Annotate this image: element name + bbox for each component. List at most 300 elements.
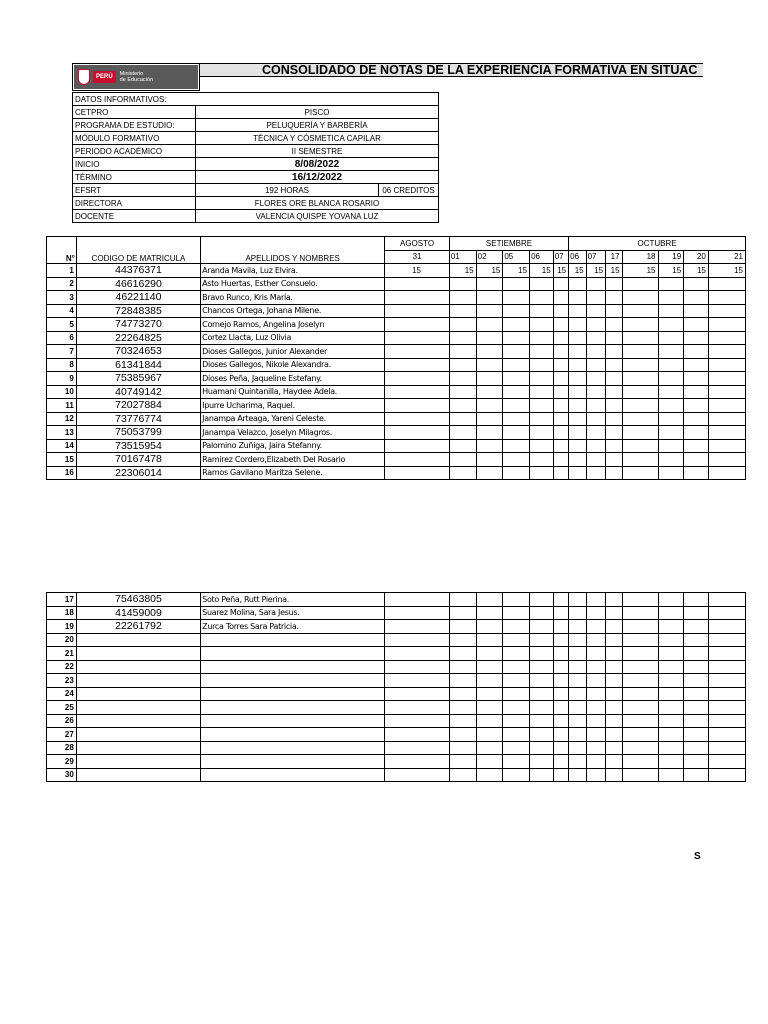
table-row [47, 453, 746, 467]
student-code: 40749142 [76, 385, 200, 399]
row-number: 24 [47, 687, 77, 701]
row-number: 8 [47, 358, 77, 372]
grade-cell: 15 [530, 264, 554, 278]
grade-cell [476, 331, 503, 345]
row-number: 10 [47, 385, 77, 399]
grade-cell [530, 768, 554, 782]
col-name-header: APELLIDOS Y NOMBRES [201, 237, 385, 264]
ministry-logo [74, 65, 198, 89]
day-header: 02 [476, 250, 503, 264]
grade-cell [684, 345, 709, 359]
grade-cell [569, 755, 586, 769]
grade-cell [530, 660, 554, 674]
student-code [76, 674, 200, 688]
grade-cell [385, 620, 450, 634]
grade-cell [658, 728, 684, 742]
table-row [47, 385, 746, 399]
grade-cell [658, 318, 684, 332]
grade-cell [476, 385, 503, 399]
row-number: 13 [47, 426, 77, 440]
grade-cell [476, 741, 503, 755]
grade-cell: 15 [476, 264, 503, 278]
grade-cell [684, 647, 709, 661]
grade-cell [530, 674, 554, 688]
grade-cell [503, 358, 530, 372]
grade-cell [530, 277, 554, 291]
grade-cell [385, 714, 450, 728]
grade-cell [385, 372, 450, 386]
info-row: PERIODO ACADÉMICO II SEMESTRE [73, 145, 439, 158]
grade-cell [606, 318, 622, 332]
grade-cell [622, 358, 658, 372]
student-code: 73515954 [76, 439, 200, 453]
row-number: 26 [47, 714, 77, 728]
grade-cell [708, 755, 745, 769]
grade-cell [622, 647, 658, 661]
grade-cell [503, 291, 530, 305]
grade-cell [708, 453, 745, 467]
grade-cell [569, 593, 586, 607]
grade-cell [476, 372, 503, 386]
grade-cell [553, 385, 568, 399]
grade-cell: 15 [622, 264, 658, 278]
day-header: 07 [553, 250, 568, 264]
info-row: INICIO 8/08/2022 [73, 158, 439, 171]
info-row: EFSRT 192 HORAS 06 CREDITOS [73, 184, 439, 197]
table-row [47, 768, 746, 782]
grade-cell: 15 [586, 264, 606, 278]
table-row [47, 372, 746, 386]
grade-cell [658, 606, 684, 620]
grade-cell [606, 304, 622, 318]
grade-cell [569, 318, 586, 332]
grade-cell [684, 593, 709, 607]
grade-cell [586, 331, 606, 345]
grade-cell [606, 426, 622, 440]
student-name: Bravo Runco, Kris María. [201, 291, 385, 305]
grade-cell [569, 385, 586, 399]
grade-cell [622, 741, 658, 755]
grade-cell [658, 687, 684, 701]
info-heading: DATOS INFORMATIVOS: [73, 93, 439, 106]
grade-cell [503, 426, 530, 440]
grade-cell [503, 660, 530, 674]
table-row [47, 593, 746, 607]
month-octubre: OCTUBRE [569, 237, 746, 251]
grade-cell [449, 372, 476, 386]
grade-cell [658, 412, 684, 426]
footer-cut-text: S [694, 851, 701, 862]
grade-cell [476, 606, 503, 620]
grade-cell [476, 620, 503, 634]
grade-cell [503, 755, 530, 769]
grade-cell [553, 620, 568, 634]
col-no-header: N° [47, 237, 77, 264]
grade-cell [476, 277, 503, 291]
grade-cell [658, 453, 684, 467]
grade-cell [606, 620, 622, 634]
student-code [76, 728, 200, 742]
grade-cell [586, 728, 606, 742]
grade-cell [586, 412, 606, 426]
grade-cell [708, 426, 745, 440]
grade-cell [606, 358, 622, 372]
day-header: 31 [385, 250, 450, 264]
grade-cell [569, 714, 586, 728]
student-name: Chancos Ortega, Johana Milene. [201, 304, 385, 318]
grade-cell [569, 606, 586, 620]
info-row: DOCENTE VALENCIA QUISPE YOVANA LUZ [73, 210, 439, 223]
grade-cell [569, 453, 586, 467]
grade-cell [553, 768, 568, 782]
grade-cell [530, 687, 554, 701]
grade-cell [708, 647, 745, 661]
grade-cell [708, 620, 745, 634]
logo-country: PERÚ [93, 71, 116, 83]
grade-cell [658, 439, 684, 453]
grade-cell [684, 412, 709, 426]
grade-cell [503, 439, 530, 453]
day-header: 01 [449, 250, 476, 264]
student-name [201, 741, 385, 755]
grade-cell [658, 345, 684, 359]
grade-cell [606, 453, 622, 467]
grade-cell [606, 714, 622, 728]
grade-cell [476, 687, 503, 701]
grade-cell [530, 291, 554, 305]
grade-cell [586, 660, 606, 674]
student-name: Ipurre Ucharima, Raquel. [201, 399, 385, 413]
grade-cell [569, 412, 586, 426]
grade-cell [606, 345, 622, 359]
student-name [201, 714, 385, 728]
grade-cell [530, 755, 554, 769]
table-row [47, 647, 746, 661]
grade-cell [684, 426, 709, 440]
month-agosto: AGOSTO [385, 237, 450, 251]
grade-cell [569, 768, 586, 782]
grade-cell [503, 620, 530, 634]
grade-cell [586, 606, 606, 620]
table-row [47, 331, 746, 345]
grade-cell [385, 647, 450, 661]
student-name [201, 674, 385, 688]
grade-cell [606, 660, 622, 674]
student-code: 70324653 [76, 345, 200, 359]
table-row [47, 606, 746, 620]
grade-cell [622, 318, 658, 332]
grade-cell [569, 620, 586, 634]
grade-cell [449, 358, 476, 372]
grade-cell [586, 291, 606, 305]
grade-cell [586, 385, 606, 399]
grade-cell [606, 439, 622, 453]
grade-cell [449, 412, 476, 426]
grade-cell [684, 277, 709, 291]
student-code: 22261792 [76, 620, 200, 634]
grade-cell [569, 728, 586, 742]
grade-cell [553, 701, 568, 715]
grade-cell [569, 426, 586, 440]
grade-cell [553, 426, 568, 440]
grade-cell [586, 277, 606, 291]
student-name: Janampa Arteaga, Yareni Celeste. [201, 412, 385, 426]
grade-cell [530, 466, 554, 480]
student-name [201, 728, 385, 742]
grade-cell [586, 593, 606, 607]
grade-cell [476, 304, 503, 318]
grade-cell [476, 674, 503, 688]
student-code [76, 768, 200, 782]
grade-cell [449, 701, 476, 715]
grade-cell [569, 647, 586, 661]
grade-cell [385, 606, 450, 620]
grade-cell [622, 687, 658, 701]
grade-cell [684, 304, 709, 318]
grade-cell [708, 593, 745, 607]
grade-cell [622, 304, 658, 318]
grade-cell [449, 291, 476, 305]
grade-cell [553, 372, 568, 386]
grade-cell [503, 412, 530, 426]
student-name [201, 755, 385, 769]
grade-cell [569, 277, 586, 291]
grade-cell [569, 439, 586, 453]
grade-cell: 15 [606, 264, 622, 278]
grade-cell: 15 [684, 264, 709, 278]
grade-cell [708, 412, 745, 426]
table-row [47, 318, 746, 332]
grade-cell [503, 687, 530, 701]
grade-cell [569, 701, 586, 715]
row-number: 11 [47, 399, 77, 413]
grade-cell [530, 318, 554, 332]
grade-cell [449, 331, 476, 345]
grade-cell [530, 453, 554, 467]
grade-cell: 15 [553, 264, 568, 278]
grade-cell [586, 304, 606, 318]
student-name: Dioses Gallegos, Junior Alexander [201, 345, 385, 359]
student-code [76, 647, 200, 661]
table-row [47, 701, 746, 715]
grade-cell [658, 768, 684, 782]
grade-cell [586, 466, 606, 480]
grade-cell [553, 439, 568, 453]
grade-cell [586, 620, 606, 634]
grade-cell [503, 372, 530, 386]
grade-cell [553, 606, 568, 620]
student-name [201, 768, 385, 782]
student-name: Suarez Molina, Sara Jesus. [201, 606, 385, 620]
grade-cell [503, 345, 530, 359]
row-number: 14 [47, 439, 77, 453]
grade-cell [622, 714, 658, 728]
grade-cell [449, 426, 476, 440]
day-header: 05 [503, 250, 530, 264]
info-row: PROGRAMA DE ESTUDIO: PELUQUERÍA Y BARBERÍA [73, 119, 439, 132]
grade-cell [449, 674, 476, 688]
grade-cell [530, 304, 554, 318]
grade-cell [586, 453, 606, 467]
grade-cell [684, 633, 709, 647]
grade-cell [449, 399, 476, 413]
day-header: 07 [586, 250, 606, 264]
grade-cell [684, 768, 709, 782]
grade-cell [476, 466, 503, 480]
grade-cell [530, 714, 554, 728]
grade-cell [449, 687, 476, 701]
grade-cell: 15 [569, 264, 586, 278]
grade-cell [385, 453, 450, 467]
grade-cell [658, 331, 684, 345]
grade-cell [622, 660, 658, 674]
grade-cell [622, 372, 658, 386]
grade-cell [708, 277, 745, 291]
table-row [47, 345, 746, 359]
row-number: 9 [47, 372, 77, 386]
info-table [72, 92, 439, 223]
grade-cell [586, 701, 606, 715]
grade-cell [449, 345, 476, 359]
row-number: 25 [47, 701, 77, 715]
grade-cell [622, 399, 658, 413]
grades-table-2-wrap [46, 592, 703, 782]
grade-cell: 15 [385, 264, 450, 278]
info-row: CETPRO PISCO [73, 106, 439, 119]
grade-cell [553, 318, 568, 332]
grade-cell [553, 345, 568, 359]
table-row [47, 714, 746, 728]
table-row [47, 412, 746, 426]
grade-cell [385, 593, 450, 607]
grade-cell [622, 606, 658, 620]
grade-cell [553, 728, 568, 742]
grade-cell [586, 633, 606, 647]
table-row [47, 728, 746, 742]
grade-cell [385, 701, 450, 715]
grade-cell [530, 439, 554, 453]
grade-cell [606, 687, 622, 701]
grade-cell [684, 714, 709, 728]
logo-ministry: Ministerio de Educación [119, 71, 154, 83]
grade-cell [708, 358, 745, 372]
row-number: 17 [47, 593, 77, 607]
grade-cell [476, 345, 503, 359]
grade-cell [449, 768, 476, 782]
grade-cell [530, 728, 554, 742]
grade-cell [476, 439, 503, 453]
grade-cell [684, 291, 709, 305]
student-code: 75053799 [76, 426, 200, 440]
table-row [47, 674, 746, 688]
day-header: 19 [658, 250, 684, 264]
row-number: 16 [47, 466, 77, 480]
grade-cell [684, 466, 709, 480]
grade-cell [658, 399, 684, 413]
grade-cell [658, 372, 684, 386]
grade-cell [606, 647, 622, 661]
student-name [201, 660, 385, 674]
student-code: 75385967 [76, 372, 200, 386]
grade-cell [503, 466, 530, 480]
grade-cell [622, 277, 658, 291]
row-number: 3 [47, 291, 77, 305]
grade-cell: 15 [449, 264, 476, 278]
grade-cell [606, 755, 622, 769]
grade-cell [530, 385, 554, 399]
grade-cell [606, 674, 622, 688]
grade-cell [503, 331, 530, 345]
grade-cell [385, 660, 450, 674]
row-number: 1 [47, 264, 77, 278]
table-row [47, 660, 746, 674]
grade-cell [476, 714, 503, 728]
grade-cell [476, 728, 503, 742]
day-header: 20 [684, 250, 709, 264]
row-number: 5 [47, 318, 77, 332]
student-code [76, 741, 200, 755]
grade-cell [553, 741, 568, 755]
grade-cell [569, 687, 586, 701]
grade-cell [385, 728, 450, 742]
grade-cell [708, 633, 745, 647]
row-number: 23 [47, 674, 77, 688]
grade-cell [569, 331, 586, 345]
table-row [47, 687, 746, 701]
grade-cell [449, 755, 476, 769]
student-name: Soto Peña, Rutt Pierina. [201, 593, 385, 607]
row-number: 4 [47, 304, 77, 318]
grade-cell [530, 372, 554, 386]
student-code: 72027884 [76, 399, 200, 413]
grade-cell [684, 674, 709, 688]
grade-cell [385, 755, 450, 769]
student-name: Huamani Quintanilla, Haydee Adela. [201, 385, 385, 399]
grade-cell [476, 660, 503, 674]
row-number: 2 [47, 277, 77, 291]
grade-cell [569, 660, 586, 674]
student-code [76, 714, 200, 728]
grade-cell [385, 439, 450, 453]
grade-cell [586, 439, 606, 453]
grade-cell [658, 466, 684, 480]
grade-cell [476, 358, 503, 372]
grades-table [46, 236, 746, 480]
grade-cell [658, 593, 684, 607]
student-name: Asto Huertas, Esther Consuelo. [201, 277, 385, 291]
grade-cell [684, 358, 709, 372]
grade-cell [708, 701, 745, 715]
grade-cell [569, 345, 586, 359]
grade-cell [586, 755, 606, 769]
student-name: Palomino Zuñiga, Jaira Stefanny. [201, 439, 385, 453]
grade-cell [449, 439, 476, 453]
grade-cell [684, 660, 709, 674]
grade-cell [476, 318, 503, 332]
student-name: Janampa Velazco, Joselyn Milagros. [201, 426, 385, 440]
grade-cell [658, 647, 684, 661]
grade-cell [449, 466, 476, 480]
grade-cell [658, 674, 684, 688]
grade-cell [606, 399, 622, 413]
grade-cell [530, 633, 554, 647]
table-row [47, 439, 746, 453]
grade-cell [569, 466, 586, 480]
grade-cell [684, 620, 709, 634]
grade-cell [503, 593, 530, 607]
grade-cell [684, 606, 709, 620]
grade-cell [586, 768, 606, 782]
